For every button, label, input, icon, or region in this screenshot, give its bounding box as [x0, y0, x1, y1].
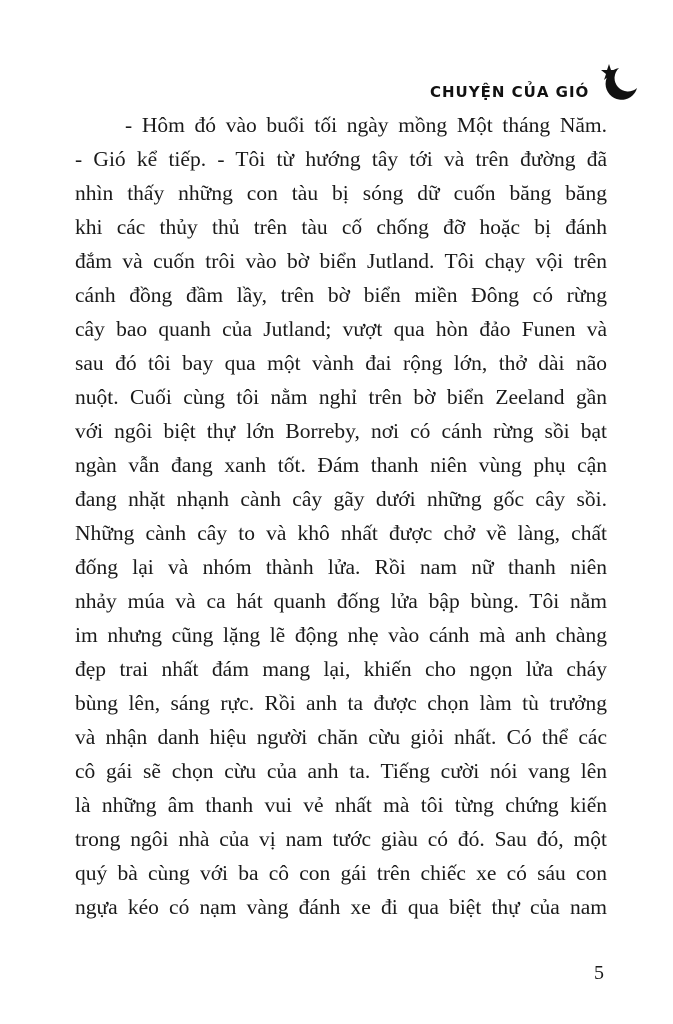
text-line: cánh đồng đầm lầy, trên bờ biển miền Đông có rừng: [75, 283, 607, 307]
text-line: nhìn thấy những con tàu bị sóng dữ cuốn băng băng: [75, 181, 607, 205]
chapter-title: CHUYỆN CỦA GIÓ: [430, 83, 590, 101]
text-line: - Hôm đó vào buổi tối ngày mồng Một tháng Năm.: [125, 113, 607, 137]
text-line: là những âm thanh vui vẻ nhất mà tôi từng chứng kiến: [75, 793, 607, 817]
moon-star-icon: [595, 62, 641, 102]
text-line: và nhận danh hiệu người chăn cừu giỏi nhất. Có thể các: [75, 725, 607, 749]
page-number: 5: [594, 962, 604, 984]
text-line: đống lại và nhóm thành lửa. Rồi nam nữ thanh niên: [75, 555, 607, 579]
text-line: đắm và cuốn trôi vào bờ biển Jutland. Tôi chạy vội trên: [75, 249, 607, 273]
text-line: nhảy múa và ca hát quanh đống lửa bập bùng. Tôi nằm: [75, 589, 607, 613]
text-line: trong ngôi nhà của vị nam tước giàu có đó. Sau đó, một: [75, 827, 607, 851]
text-line: - Gió kể tiếp. - Tôi từ hướng tây tới và trên đường đã: [75, 147, 607, 171]
text-line: cô gái sẽ chọn cừu của anh ta. Tiếng cười nói vang lên: [75, 759, 607, 783]
body-text: [75, 108, 607, 924]
text-line: cây bao quanh của Jutland; vượt qua hòn đảo Funen và: [75, 317, 607, 341]
text-line: nuột. Cuối cùng tôi nằm nghỉ trên bờ biển Zeeland gần: [75, 385, 607, 409]
text-line: ngựa kéo có nạm vàng đánh xe đi qua biệt thự của nam: [75, 895, 607, 919]
text-line: đẹp trai nhất đám mang lại, khiến cho ngọn lửa cháy: [75, 657, 607, 681]
text-line: bùng lên, sáng rực. Rồi anh ta được chọn làm tù trưởng: [75, 691, 607, 715]
running-header: [430, 74, 641, 102]
text-line: quý bà cùng với ba cô con gái trên chiếc xe có sáu con: [75, 861, 607, 885]
text-line: khi các thủy thủ trên tàu cố chống đỡ hoặc bị đánh: [75, 215, 607, 239]
text-line: sau đó tôi bay qua một vành đai rộng lớn, thở dài não: [75, 351, 607, 375]
text-line: Những cành cây to và khô nhất được chở về làng, chất: [75, 521, 607, 545]
text-line: đang nhặt nhạnh cành cây gãy dưới những gốc cây sồi.: [75, 487, 607, 511]
text-line: im nhưng cũng lặng lẽ động nhẹ vào cánh mà anh chàng: [75, 623, 607, 647]
text-line: với ngôi biệt thự lớn Borreby, nơi có cánh rừng sồi bạt: [75, 419, 607, 443]
text-line: ngàn vẫn đang xanh tốt. Đám thanh niên vùng phụ cận: [75, 453, 607, 477]
